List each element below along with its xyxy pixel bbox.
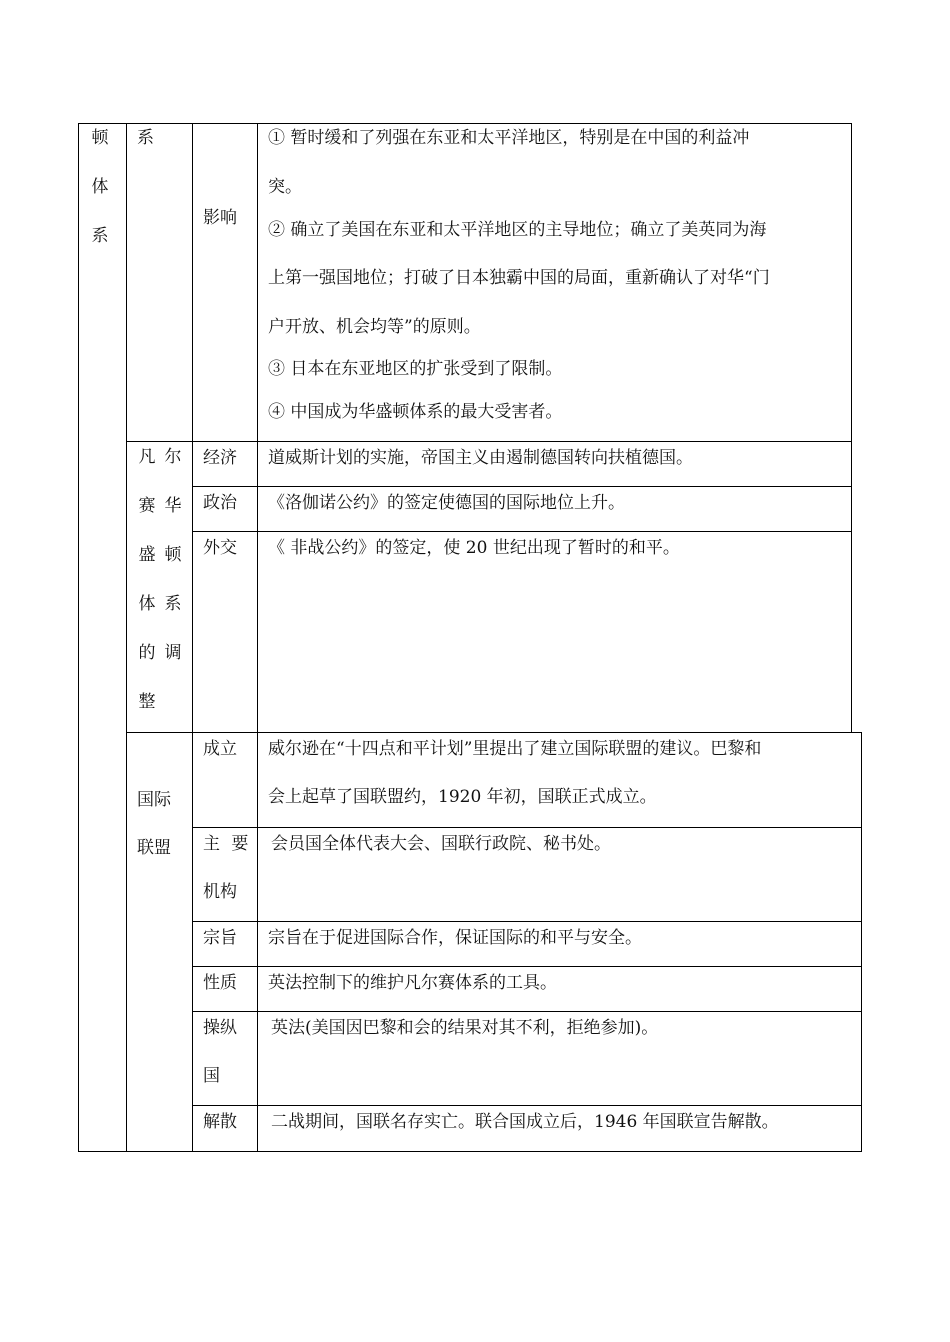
impact-line: 突。 [268, 177, 302, 197]
economy-label: 经济 [203, 448, 237, 468]
organs-label-2: 机构 [203, 882, 237, 902]
adjust-label-right: 尔华顿系调 [164, 447, 182, 663]
controllers-text: 英法(美国因巴黎和会的结果对其不利，拒绝参加)。 [271, 1018, 659, 1038]
controllers-label-1: 操纵 [203, 1018, 237, 1038]
purpose-text: 宗旨在于促进国际合作，保证国际的和平与安全。 [268, 928, 642, 948]
organs-text: 会员国全体代表大会、国联行政院、秘书处。 [271, 834, 611, 854]
grid-line [192, 827, 862, 828]
impact-line: 户开放、机会均等”的原则。 [268, 317, 481, 337]
established-label: 成立 [203, 739, 237, 759]
impact-line: 上第一强国地位；打破了日本独霸中国的局面，重新确认了对华“门 [268, 268, 770, 288]
adjust-label-left: 凡赛盛体的整 [138, 447, 156, 712]
diplomacy-label: 外交 [203, 538, 237, 558]
grid-line [126, 732, 862, 733]
politics-label: 政治 [203, 493, 237, 513]
league-label-1: 国际 [137, 790, 171, 810]
grid-line [192, 966, 862, 967]
grid-line [192, 921, 862, 922]
dissolution-label: 解散 [203, 1112, 237, 1132]
impact-line: ① 暂时缓和了列强在东亚和太平洋地区，特别是在中国的利益冲 [268, 128, 750, 148]
grid-line [192, 1105, 862, 1106]
impact-line: ② 确立了美国在东亚和太平洋地区的主导地位；确立了美英同为海 [268, 220, 767, 240]
diplomacy-text: 《 非战公约》的签定，使 20 世纪出现了暂时的和平。 [268, 538, 680, 558]
established-line: 威尔逊在“十四点和平计划”里提出了建立国际联盟的建议。巴黎和 [268, 739, 762, 759]
impact-line: ④ 中国成为华盛顿体系的最大受害者。 [268, 402, 563, 422]
grid-line [78, 123, 79, 1152]
nature-text: 英法控制下的维护凡尔赛体系的工具。 [268, 973, 557, 993]
nature-label: 性质 [203, 973, 237, 993]
grid-line [78, 123, 852, 124]
grid-line [851, 123, 852, 732]
grid-line [192, 531, 852, 532]
grid-line [126, 123, 127, 1152]
grid-line [192, 1011, 862, 1012]
grid-line [257, 123, 258, 1152]
section-label-tail: 系 [137, 128, 154, 148]
economy-text: 道威斯计划的实施，帝国主义由遏制德国转向扶植德国。 [268, 448, 693, 468]
grid-line [192, 486, 852, 487]
purpose-label: 宗旨 [203, 928, 237, 948]
grid-line [192, 123, 193, 1152]
politics-text: 《洛伽诺公约》的签定使德国的国际地位上升。 [268, 493, 625, 513]
established-line: 会上起草了国联盟约，1920 年初，国联正式成立。 [268, 787, 657, 807]
impact-label: 影响 [203, 208, 237, 228]
league-label-2: 联盟 [137, 838, 171, 858]
grid-line [126, 441, 852, 442]
controllers-label-2: 国 [203, 1066, 220, 1086]
system-label-column: 顿体系 [91, 128, 109, 246]
organs-label-1: 主 要 [203, 834, 249, 854]
impact-line: ③ 日本在东亚地区的扩张受到了限制。 [268, 359, 563, 379]
grid-line [861, 732, 862, 1152]
dissolution-text: 二战期间，国联名存实亡。联合国成立后，1946 年国联宣告解散。 [271, 1112, 779, 1132]
grid-line [78, 1151, 862, 1152]
